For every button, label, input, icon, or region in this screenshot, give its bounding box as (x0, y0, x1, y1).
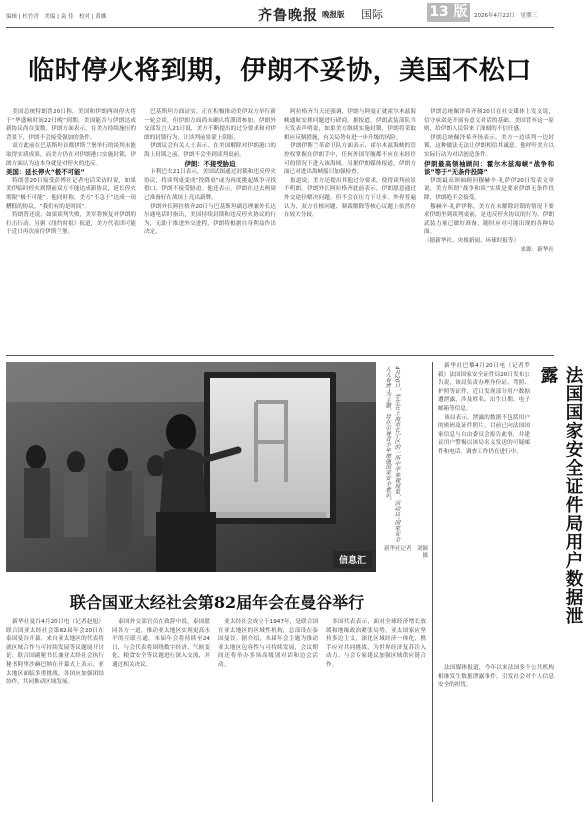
subhead: 伊朗最高领袖顾问：霍尔木兹海峡“战争和谈”等于“无条件投降” (424, 159, 554, 177)
paragraph: 伊朗议会有关人士表示，在美国解除对伊朗港口的海上封锁之前，伊朗不会坐到谈判桌前。 (144, 143, 276, 158)
credit: （据新华社、央视新闻、环球时报等） (424, 237, 520, 244)
paragraph: 穆赫辛·礼萨伊称，美方在未解除封锁的情况下要求伊朗坐到谈判桌前，是违反停火协议的行为。伊朗武装力量已做好准备，随时应对可能出现的各种局面。 (424, 203, 554, 236)
info-tag: 信息汇 (333, 551, 372, 568)
article-col-1 (6, 108, 136, 348)
subhead: 伊朗：不接受胁迫 (184, 159, 236, 168)
paragraph: 巴基斯坦方面证实，正在积极推动美伊双方举行新一轮会谈，但伊朗方面尚未确认将派团参加。伊朗外交部发言人21日说，美方不断提出的过分要求和对伊朗的封锁行为，让谈判前景蒙上阴影。 (144, 109, 276, 141)
photo-illustration (6, 362, 376, 572)
paragraph: 该局表示，泄露的数据不包括用户的密码及证件照片，目前已向法国国家信息与自由委员会报告此事，并建议用户警惕以该局名义发送的可疑邮件和电话。调查工作仍在进行中。 (438, 414, 530, 455)
paragraph: 报道说，美方还提出其他过分要求，使得谈判前景不明朗。伊朗外长阿拉格齐此前表示，伊朗愿意通过外交途径解决问题，但不会在压力下让步。外界普遍认为，双方在核问题、制裁解除等核心议题上依然存在较大分歧。 (284, 177, 416, 219)
bottom-col-1 (6, 618, 104, 808)
sidebar-col-c (438, 664, 554, 804)
main-headline: 临时停火将到期，伊朗不妥协，美国不松口 (28, 56, 532, 86)
masthead: 齐鲁晚报 (258, 8, 318, 24)
subhead: 美国：延长停火“极不可能” (6, 168, 85, 177)
date-line: 2026年4月22日 星期三 (474, 13, 537, 19)
photo-caption: 4月20日，学生在上海市长宁区的一所中学参观展览，活动以“国家安全人人有责”为主题，旨在引导青少年增强国家安全意识。 (384, 366, 400, 542)
paragraph: 特朗普还说，如果谈判失败，美军将恢复对伊朗的打击行动。另据《纽约时报》报道，美方代表团可能于近日再次前往伊斯兰堡。 (6, 212, 136, 236)
paragraph: 伊朗外长阿拉格齐20日与巴基斯坦副总理兼外长达尔通电话时指出，美国持续封锁和违反停火协议的行为，无助于推进外交进程，伊朗将根据自身利益作出决定。 (144, 203, 276, 236)
staff-credits: 编辑 | 杜竹青 美编 | 袁 佳 校对 | 黄娜 (6, 14, 107, 20)
paragraph: 多国代表表示，面对全球经济增长放缓和地缘政治紧张局势，亚太国家应坚持多边主义，深化区域经济一体化，携手应对共同挑战，为世界经济复苏注入动力。与会专家建议加强区域供应链合作。 (326, 619, 426, 668)
paragraph: 法国媒体报道，今年以来法国多个公共机构相继发生数据泄露事件，引发社会对个人信息安全的担忧。 (438, 665, 554, 689)
paragraph: 阿拉格齐当天还强调，伊朗与阿曼正就霍尔木兹海峡通航安排问题进行磋商。据报道，伊朗武装部队当天发表声明说，如果美方继续实施封锁，伊朗将采取相应反制措施，有关局势有进一步升级的风险。 (284, 109, 416, 141)
bottom-headline: 联合国亚太经社会第82届年会在曼谷举行 (69, 593, 365, 612)
paragraph: 美国总统特朗普20日称，美国和伊朗两周停火将于“华盛顿时间22日晚”到期，美国能否与伊朗达成新协议尚存变数。伊朗方面表示，在美方持续施压的背景下，伊朗不会接受强加的条件。 (6, 109, 136, 141)
paragraph: 双方此前在巴基斯坦首都伊斯兰堡举行的谈判未能取得实质成果，而美方仍在对伊朗港口实施封锁，伊朗方面认为这本身就是对停火的违反。 (6, 143, 136, 167)
page-number: 13 版 (427, 3, 470, 22)
paragraph: 新华社巴黎4月20日电（记者罗毅）法国国家安全证件局20日发布公告说，该局负责办理身份证、驾照、护照等证件，近日发现部分用户数据遭泄露，涉及姓名、出生日期、电子邮箱等信息。 (438, 363, 530, 412)
article-col-2 (144, 108, 276, 348)
header-rule (6, 27, 554, 28)
photo-caption-box (382, 366, 428, 566)
sidebar-title: 法国国家安全证件局用户数据泄露 (538, 366, 583, 625)
paragraph: 特朗普20日接受彭博社记者电话采访时说，如果美伊临时停火到期前双方不能达成新协议，延长停火期限“极不可能”。他同时称，美方“不急于”达成一项糟糕的协议，“我们有的是时间”。 (6, 177, 136, 210)
sidebar-col-a (438, 362, 530, 662)
article-col-3 (284, 108, 416, 348)
paragraph: 新华社曼谷4月20日电（记者赵旭）联合国亚太经社会第82届年会20日在泰国曼谷开幕，来自亚太地区的代表将就区域合作与可持续发展等议题展开讨论。联合国副秘书长兼亚太经社会执行秘书阿里沙赫巴纳在开幕式上表示，亚太地区面临多重挑战，各国应加强团结协作，共同推动区域发展。 (6, 619, 104, 686)
paragraph: 泰国外交部官员在致辞中说，泰国愿同各方一道，推动亚太地区实现更高水平的互联互通。本届年会将持续至24日，与会代表将围绕数字经济、气候变化、粮食安全等议题进行深入交流，并通过相关决议。 (112, 619, 210, 668)
photo-byline: 新华社记者 刘颖 摄 (383, 546, 434, 559)
bottom-col-3 (218, 618, 318, 808)
paragraph: 伊朗最高领袖顾问穆赫辛·礼萨伊20日发表文章说，美方所谓“战争和谈”实质是要求伊朗无条件投降，伊朗绝不会接受。 (424, 177, 554, 201)
paragraph: 伊朗总统佩泽希齐扬20日在社交媒体上发文说，信守承诺是开展有意义对话的基础。美国背弃这一原则，给伊朗人民带来了深刻的不信任感。 (424, 109, 554, 133)
article-col-4 (424, 108, 554, 352)
paragraph: 卡利巴夫21日表示，美国试图通过封锁和违反停火协议，将谈判桌变成“投降桌”或为再度挑起战争寻找借口，伊朗不接受胁迫。他还表示，伊朗在过去两周已准备好在战场上亮出新牌。 (144, 169, 276, 201)
source-line: 来源：新华社 (520, 246, 554, 253)
section-divider (6, 355, 554, 356)
news-photo (6, 362, 376, 572)
edition-label: 晚报版 (322, 10, 345, 19)
section-label: 国际 (361, 8, 383, 21)
paragraph: 亚太经社会成立于1947年，是联合国在亚太地区的区域性机构，总部设在泰国曼谷。据介绍，本届年会主题为推动亚太地区包容性与可持续发展，会议期间还将举办多场高级别对话和边会活动。 (218, 619, 318, 668)
sidebar-divider (432, 362, 433, 802)
bottom-col-4 (326, 618, 426, 808)
paragraph: 伊朗总统佩泽希齐扬表示，美方一边谈判一边封锁，这种做法无法让伊朗相信其诚意。他呼吁美方以实际行动为对话创造条件。 (424, 134, 554, 158)
bottom-col-2 (112, 618, 210, 808)
paragraph: 伊朗伊斯兰革命卫队方面表示，霍尔木兹海峡的管控权掌握在伊朗手中，任何外国军舰都不应在未经许可的情况下进入该海域。另据伊朗媒体报道，伊朗方面已对进出海峡船只加强检查。 (284, 143, 416, 176)
